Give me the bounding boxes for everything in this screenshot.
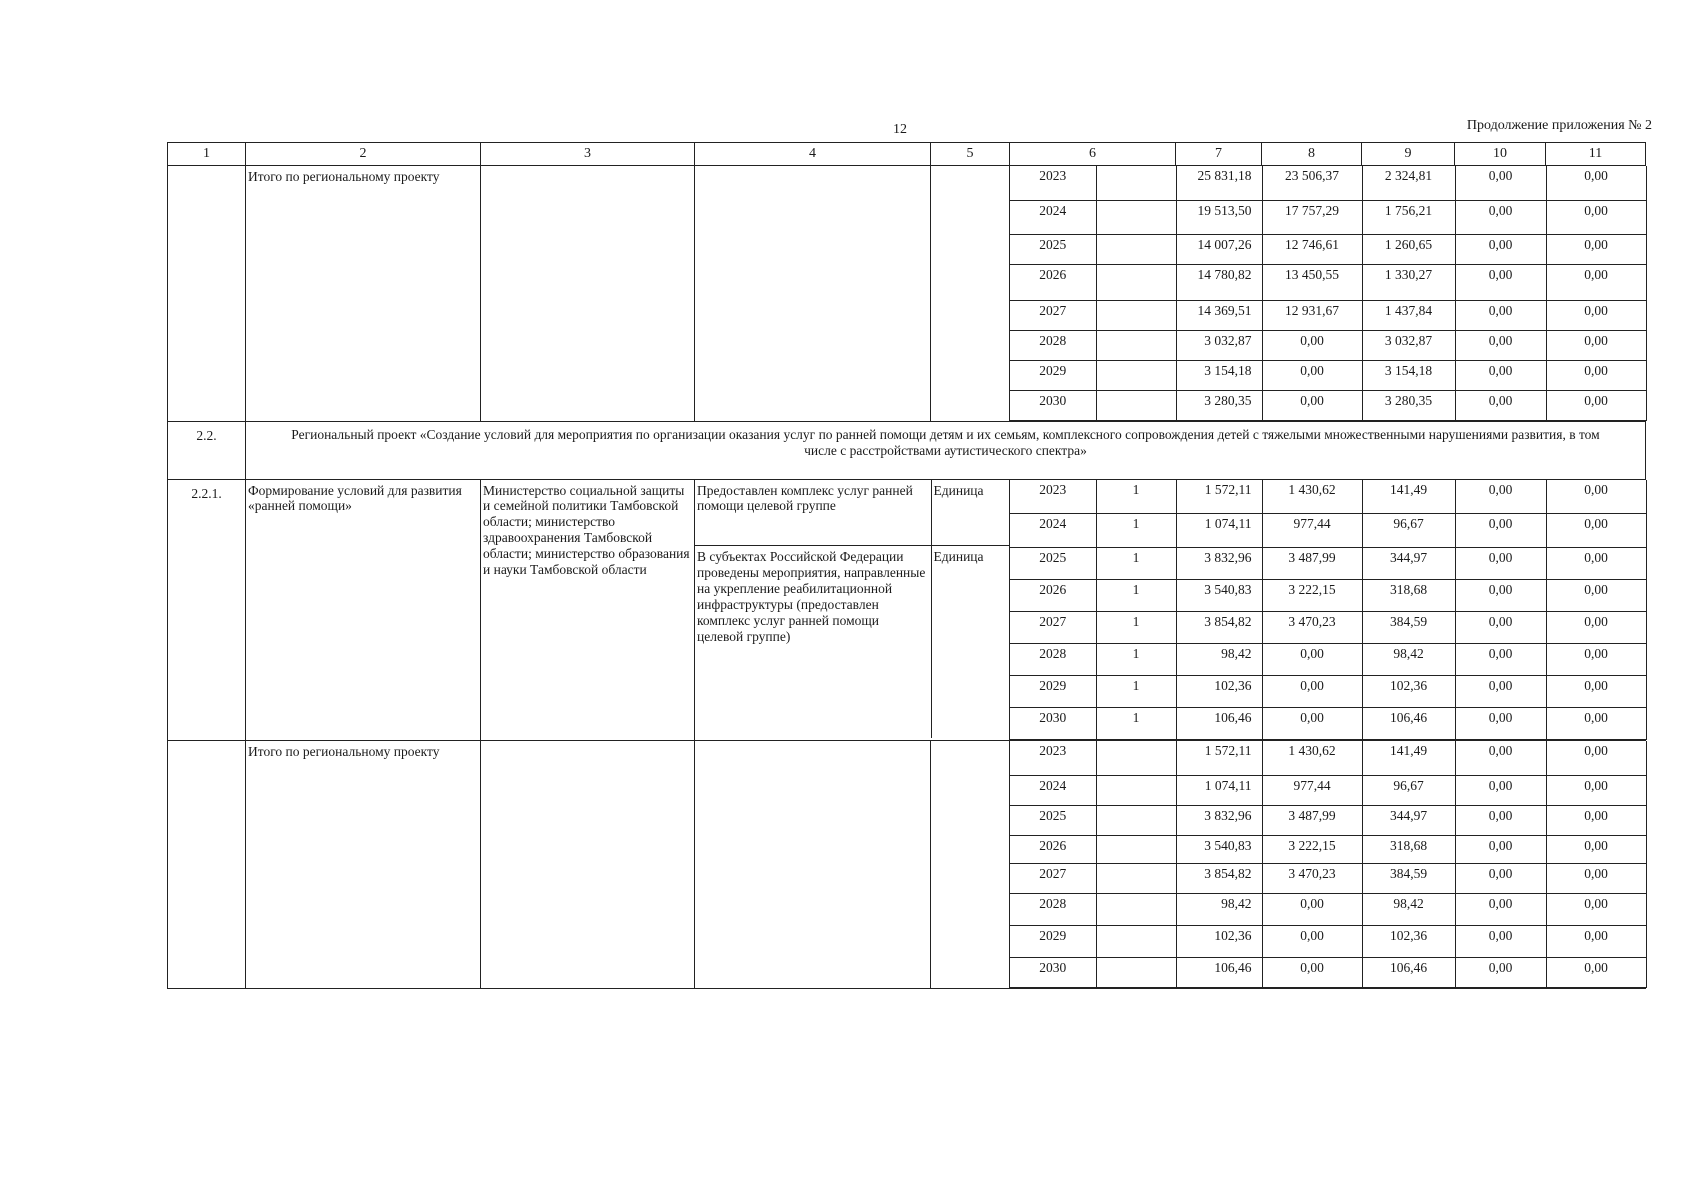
- col10-cell: 0,00: [1455, 330, 1546, 360]
- col10-cell: 0,00: [1455, 390, 1546, 420]
- col10-cell: 0,00: [1455, 514, 1546, 548]
- year-row: [1010, 893, 1646, 925]
- section-2-2-row: [168, 421, 1646, 479]
- value-cell: [1096, 300, 1176, 330]
- col9-cell: 3 032,87: [1362, 330, 1455, 360]
- col11-cell: 0,00: [1546, 741, 1646, 775]
- col7-cell: 3 832,96: [1176, 548, 1262, 580]
- year-row: [1010, 166, 1646, 200]
- year-row: [1010, 644, 1646, 676]
- year-cell: 2023: [1010, 166, 1096, 200]
- year-row: [1010, 835, 1646, 863]
- col11-cell: 0,00: [1546, 893, 1646, 925]
- col10-cell: 0,00: [1455, 893, 1546, 925]
- col9-cell: 102,36: [1362, 676, 1455, 708]
- year-row: [1010, 300, 1646, 330]
- col-header: 9: [1362, 143, 1455, 166]
- total-block-1: [168, 166, 1646, 422]
- col-header: 4: [695, 143, 931, 166]
- year-cell: 2030: [1010, 390, 1096, 420]
- col9-cell: 1 330,27: [1362, 264, 1455, 300]
- col8-cell: 1 430,62: [1262, 480, 1362, 514]
- value-cell: 1: [1096, 676, 1176, 708]
- col8-cell: 12 746,61: [1262, 234, 1362, 264]
- col10-cell: 0,00: [1455, 676, 1546, 708]
- col9-cell: 3 154,18: [1362, 360, 1455, 390]
- col11-cell: 0,00: [1546, 925, 1646, 957]
- col10-cell: 0,00: [1455, 548, 1546, 580]
- col11-cell: 0,00: [1546, 200, 1646, 234]
- col7-cell: 19 513,50: [1176, 200, 1262, 234]
- value-cell: [1096, 863, 1176, 893]
- col-header: 2: [246, 143, 481, 166]
- value-cell: [1096, 330, 1176, 360]
- value-cell: 1: [1096, 480, 1176, 514]
- col7-cell: 106,46: [1176, 708, 1262, 740]
- col8-cell: 3 222,15: [1262, 835, 1362, 863]
- col11-cell: 0,00: [1546, 775, 1646, 805]
- col11-cell: 0,00: [1546, 548, 1646, 580]
- year-cell: 2024: [1010, 514, 1096, 548]
- year-row: [1010, 775, 1646, 805]
- col10-cell: 0,00: [1455, 612, 1546, 644]
- col8-cell: 3 222,15: [1262, 580, 1362, 612]
- col9-cell: 141,49: [1362, 741, 1455, 775]
- year-cell: 2027: [1010, 300, 1096, 330]
- result-subtable: [695, 480, 1010, 738]
- total-label: Итого по региональному проекту: [246, 166, 481, 422]
- col9-cell: 384,59: [1362, 612, 1455, 644]
- value-cell: [1096, 234, 1176, 264]
- col8-cell: 3 487,99: [1262, 805, 1362, 835]
- col11-cell: 0,00: [1546, 644, 1646, 676]
- value-cell: [1096, 200, 1176, 234]
- year-cell: 2025: [1010, 234, 1096, 264]
- col10-cell: 0,00: [1455, 925, 1546, 957]
- value-cell: 1: [1096, 580, 1176, 612]
- col11-cell: 0,00: [1546, 580, 1646, 612]
- col8-cell: 3 470,23: [1262, 863, 1362, 893]
- year-cell: 2026: [1010, 580, 1096, 612]
- col7-cell: 14 780,82: [1176, 264, 1262, 300]
- col8-cell: 0,00: [1262, 708, 1362, 740]
- col10-cell: 0,00: [1455, 264, 1546, 300]
- col10-cell: 0,00: [1455, 775, 1546, 805]
- col-header: 8: [1262, 143, 1362, 166]
- col7-cell: 1 572,11: [1176, 741, 1262, 775]
- col9-cell: 98,42: [1362, 644, 1455, 676]
- col-header: 11: [1546, 143, 1646, 166]
- col9-cell: 3 280,35: [1362, 390, 1455, 420]
- col11-cell: 0,00: [1546, 300, 1646, 330]
- col-header: 10: [1455, 143, 1546, 166]
- value-cell: [1096, 805, 1176, 835]
- year-row: [1010, 676, 1646, 708]
- year-row: [1010, 390, 1646, 420]
- item-name: Формирование условий для развития «ранней помощи»: [246, 479, 481, 741]
- year-subtable-3: [1010, 741, 1647, 988]
- col8-cell: 0,00: [1262, 644, 1362, 676]
- col8-cell: 0,00: [1262, 360, 1362, 390]
- col11-cell: 0,00: [1546, 957, 1646, 987]
- section-title: Региональный проект «Создание условий для мероприятия по организации оказания услуг по ранней помощи детям и их семьям, комплексного сопровождения детей с тяжелыми множественными нарушениями развития, в том числе с расстройствами аутистического спектра»: [246, 421, 1646, 479]
- col7-cell: 1 572,11: [1176, 480, 1262, 514]
- col8-cell: 23 506,37: [1262, 166, 1362, 200]
- col7-cell: 3 854,82: [1176, 612, 1262, 644]
- value-cell: 1: [1096, 548, 1176, 580]
- year-cell: 2025: [1010, 805, 1096, 835]
- year-row: [1010, 580, 1646, 612]
- year-row: [1010, 612, 1646, 644]
- col10-cell: 0,00: [1455, 200, 1546, 234]
- col7-cell: 106,46: [1176, 957, 1262, 987]
- col7-cell: 102,36: [1176, 676, 1262, 708]
- col7-cell: 3 540,83: [1176, 835, 1262, 863]
- column-number-row: [168, 143, 1646, 166]
- section-number: 2.2.: [168, 421, 246, 479]
- year-cell: 2027: [1010, 612, 1096, 644]
- year-cell: 2025: [1010, 548, 1096, 580]
- value-cell: [1096, 166, 1176, 200]
- col9-cell: 1 260,65: [1362, 234, 1455, 264]
- col9-cell: 102,36: [1362, 925, 1455, 957]
- year-row: [1010, 514, 1646, 548]
- value-cell: 1: [1096, 708, 1176, 740]
- col11-cell: 0,00: [1546, 234, 1646, 264]
- year-cell: 2026: [1010, 835, 1096, 863]
- col-header: 6: [1010, 143, 1176, 166]
- item-number: 2.2.1.: [168, 479, 246, 741]
- col11-cell: 0,00: [1546, 708, 1646, 740]
- col7-cell: 3 854,82: [1176, 863, 1262, 893]
- value-cell: [1096, 741, 1176, 775]
- col10-cell: 0,00: [1455, 480, 1546, 514]
- col7-cell: 3 032,87: [1176, 330, 1262, 360]
- year-row: [1010, 480, 1646, 514]
- col10-cell: 0,00: [1455, 300, 1546, 330]
- year-subtable-1: [1010, 166, 1647, 421]
- value-cell: [1096, 390, 1176, 420]
- col10-cell: 0,00: [1455, 644, 1546, 676]
- value-cell: [1096, 264, 1176, 300]
- col10-cell: 0,00: [1455, 805, 1546, 835]
- col-header: 7: [1176, 143, 1262, 166]
- value-cell: 1: [1096, 612, 1176, 644]
- col8-cell: 13 450,55: [1262, 264, 1362, 300]
- col8-cell: 17 757,29: [1262, 200, 1362, 234]
- col7-cell: 25 831,18: [1176, 166, 1262, 200]
- col11-cell: 0,00: [1546, 612, 1646, 644]
- col11-cell: 0,00: [1546, 514, 1646, 548]
- col10-cell: 0,00: [1455, 863, 1546, 893]
- col7-cell: 102,36: [1176, 925, 1262, 957]
- year-row: [1010, 234, 1646, 264]
- col-header: 5: [931, 143, 1010, 166]
- col8-cell: 3 487,99: [1262, 548, 1362, 580]
- col7-cell: 14 007,26: [1176, 234, 1262, 264]
- col10-cell: 0,00: [1455, 166, 1546, 200]
- col7-cell: 3 154,18: [1176, 360, 1262, 390]
- col9-cell: 344,97: [1362, 548, 1455, 580]
- year-subtable-2: [1010, 480, 1647, 741]
- col11-cell: 0,00: [1546, 480, 1646, 514]
- year-row: [1010, 925, 1646, 957]
- col8-cell: 1 430,62: [1262, 741, 1362, 775]
- year-cell: 2030: [1010, 708, 1096, 740]
- col7-cell: 3 280,35: [1176, 390, 1262, 420]
- col9-cell: 318,68: [1362, 835, 1455, 863]
- col11-cell: 0,00: [1546, 166, 1646, 200]
- col11-cell: 0,00: [1546, 863, 1646, 893]
- year-row: [1010, 264, 1646, 300]
- year-cell: 2029: [1010, 360, 1096, 390]
- col9-cell: 318,68: [1362, 580, 1455, 612]
- col10-cell: 0,00: [1455, 360, 1546, 390]
- col10-cell: 0,00: [1455, 708, 1546, 740]
- result-a: Предоставлен комплекс услуг ранней помощи целевой группе: [695, 480, 931, 546]
- col9-cell: 106,46: [1362, 957, 1455, 987]
- col11-cell: 0,00: [1546, 805, 1646, 835]
- value-cell: [1096, 893, 1176, 925]
- col9-cell: 2 324,81: [1362, 166, 1455, 200]
- value-cell: [1096, 775, 1176, 805]
- col10-cell: 0,00: [1455, 580, 1546, 612]
- year-cell: 2030: [1010, 957, 1096, 987]
- value-cell: [1096, 835, 1176, 863]
- result-b: В субъектах Российской Федерации проведены мероприятия, направленные на укрепление реабилитационной инфраструктуры (предоставлен комплекс услуг ранней помощи целевой группе): [695, 546, 931, 738]
- col9-cell: 96,67: [1362, 514, 1455, 548]
- year-row: [1010, 741, 1646, 775]
- value-cell: 1: [1096, 514, 1176, 548]
- year-row: [1010, 805, 1646, 835]
- col7-cell: 3 832,96: [1176, 805, 1262, 835]
- value-cell: [1096, 360, 1176, 390]
- total-block-2: [168, 741, 1646, 989]
- col7-cell: 1 074,11: [1176, 514, 1262, 548]
- col11-cell: 0,00: [1546, 676, 1646, 708]
- total-label: Итого по региональному проекту: [246, 741, 481, 989]
- year-row: [1010, 548, 1646, 580]
- item-2-2-1-row: [168, 479, 1646, 741]
- col8-cell: 977,44: [1262, 775, 1362, 805]
- year-cell: 2028: [1010, 893, 1096, 925]
- col7-cell: 98,42: [1176, 893, 1262, 925]
- page-number: 12: [893, 122, 907, 137]
- year-cell: 2028: [1010, 330, 1096, 360]
- col8-cell: 977,44: [1262, 514, 1362, 548]
- year-cell: 2023: [1010, 741, 1096, 775]
- col9-cell: 384,59: [1362, 863, 1455, 893]
- budget-table: [167, 142, 1646, 989]
- col10-cell: 0,00: [1455, 835, 1546, 863]
- col10-cell: 0,00: [1455, 957, 1546, 987]
- col8-cell: 0,00: [1262, 676, 1362, 708]
- year-cell: 2026: [1010, 264, 1096, 300]
- year-row: [1010, 360, 1646, 390]
- year-cell: 2029: [1010, 925, 1096, 957]
- col9-cell: 106,46: [1362, 708, 1455, 740]
- col11-cell: 0,00: [1546, 330, 1646, 360]
- value-cell: [1096, 957, 1176, 987]
- year-row: [1010, 200, 1646, 234]
- col9-cell: 1 437,84: [1362, 300, 1455, 330]
- col8-cell: 0,00: [1262, 893, 1362, 925]
- continuation-label: Продолжение приложения № 2: [1466, 118, 1652, 133]
- col11-cell: 0,00: [1546, 360, 1646, 390]
- unit-b: Единица: [933, 549, 984, 564]
- year-row: [1010, 708, 1646, 740]
- year-cell: 2024: [1010, 200, 1096, 234]
- year-cell: 2027: [1010, 863, 1096, 893]
- year-row: [1010, 330, 1646, 360]
- col9-cell: 96,67: [1362, 775, 1455, 805]
- col7-cell: 98,42: [1176, 644, 1262, 676]
- col8-cell: 0,00: [1262, 957, 1362, 987]
- year-cell: 2023: [1010, 480, 1096, 514]
- col8-cell: 0,00: [1262, 390, 1362, 420]
- col-header: 1: [168, 143, 246, 166]
- year-cell: 2024: [1010, 775, 1096, 805]
- col10-cell: 0,00: [1455, 234, 1546, 264]
- col9-cell: 98,42: [1362, 893, 1455, 925]
- value-cell: 1: [1096, 644, 1176, 676]
- col7-cell: 1 074,11: [1176, 775, 1262, 805]
- col8-cell: 0,00: [1262, 330, 1362, 360]
- col9-cell: 141,49: [1362, 480, 1455, 514]
- item-executor: Министерство социальной защиты и семейной политики Тамбовской области; министерство здравоохранения Тамбовской области; министерство образования и науки Тамбовской области: [481, 479, 695, 741]
- year-cell: 2028: [1010, 644, 1096, 676]
- year-row: [1010, 863, 1646, 893]
- col11-cell: 0,00: [1546, 264, 1646, 300]
- col11-cell: 0,00: [1546, 390, 1646, 420]
- unit-a: Единица: [931, 480, 1010, 546]
- year-cell: 2029: [1010, 676, 1096, 708]
- col8-cell: 3 470,23: [1262, 612, 1362, 644]
- col11-cell: 0,00: [1546, 835, 1646, 863]
- value-cell: [1096, 925, 1176, 957]
- col7-cell: 14 369,51: [1176, 300, 1262, 330]
- col7-cell: 3 540,83: [1176, 580, 1262, 612]
- col9-cell: 1 756,21: [1362, 200, 1455, 234]
- col-header: 3: [481, 143, 695, 166]
- col10-cell: 0,00: [1455, 741, 1546, 775]
- year-row: [1010, 957, 1646, 987]
- col8-cell: 0,00: [1262, 925, 1362, 957]
- col8-cell: 12 931,67: [1262, 300, 1362, 330]
- col9-cell: 344,97: [1362, 805, 1455, 835]
